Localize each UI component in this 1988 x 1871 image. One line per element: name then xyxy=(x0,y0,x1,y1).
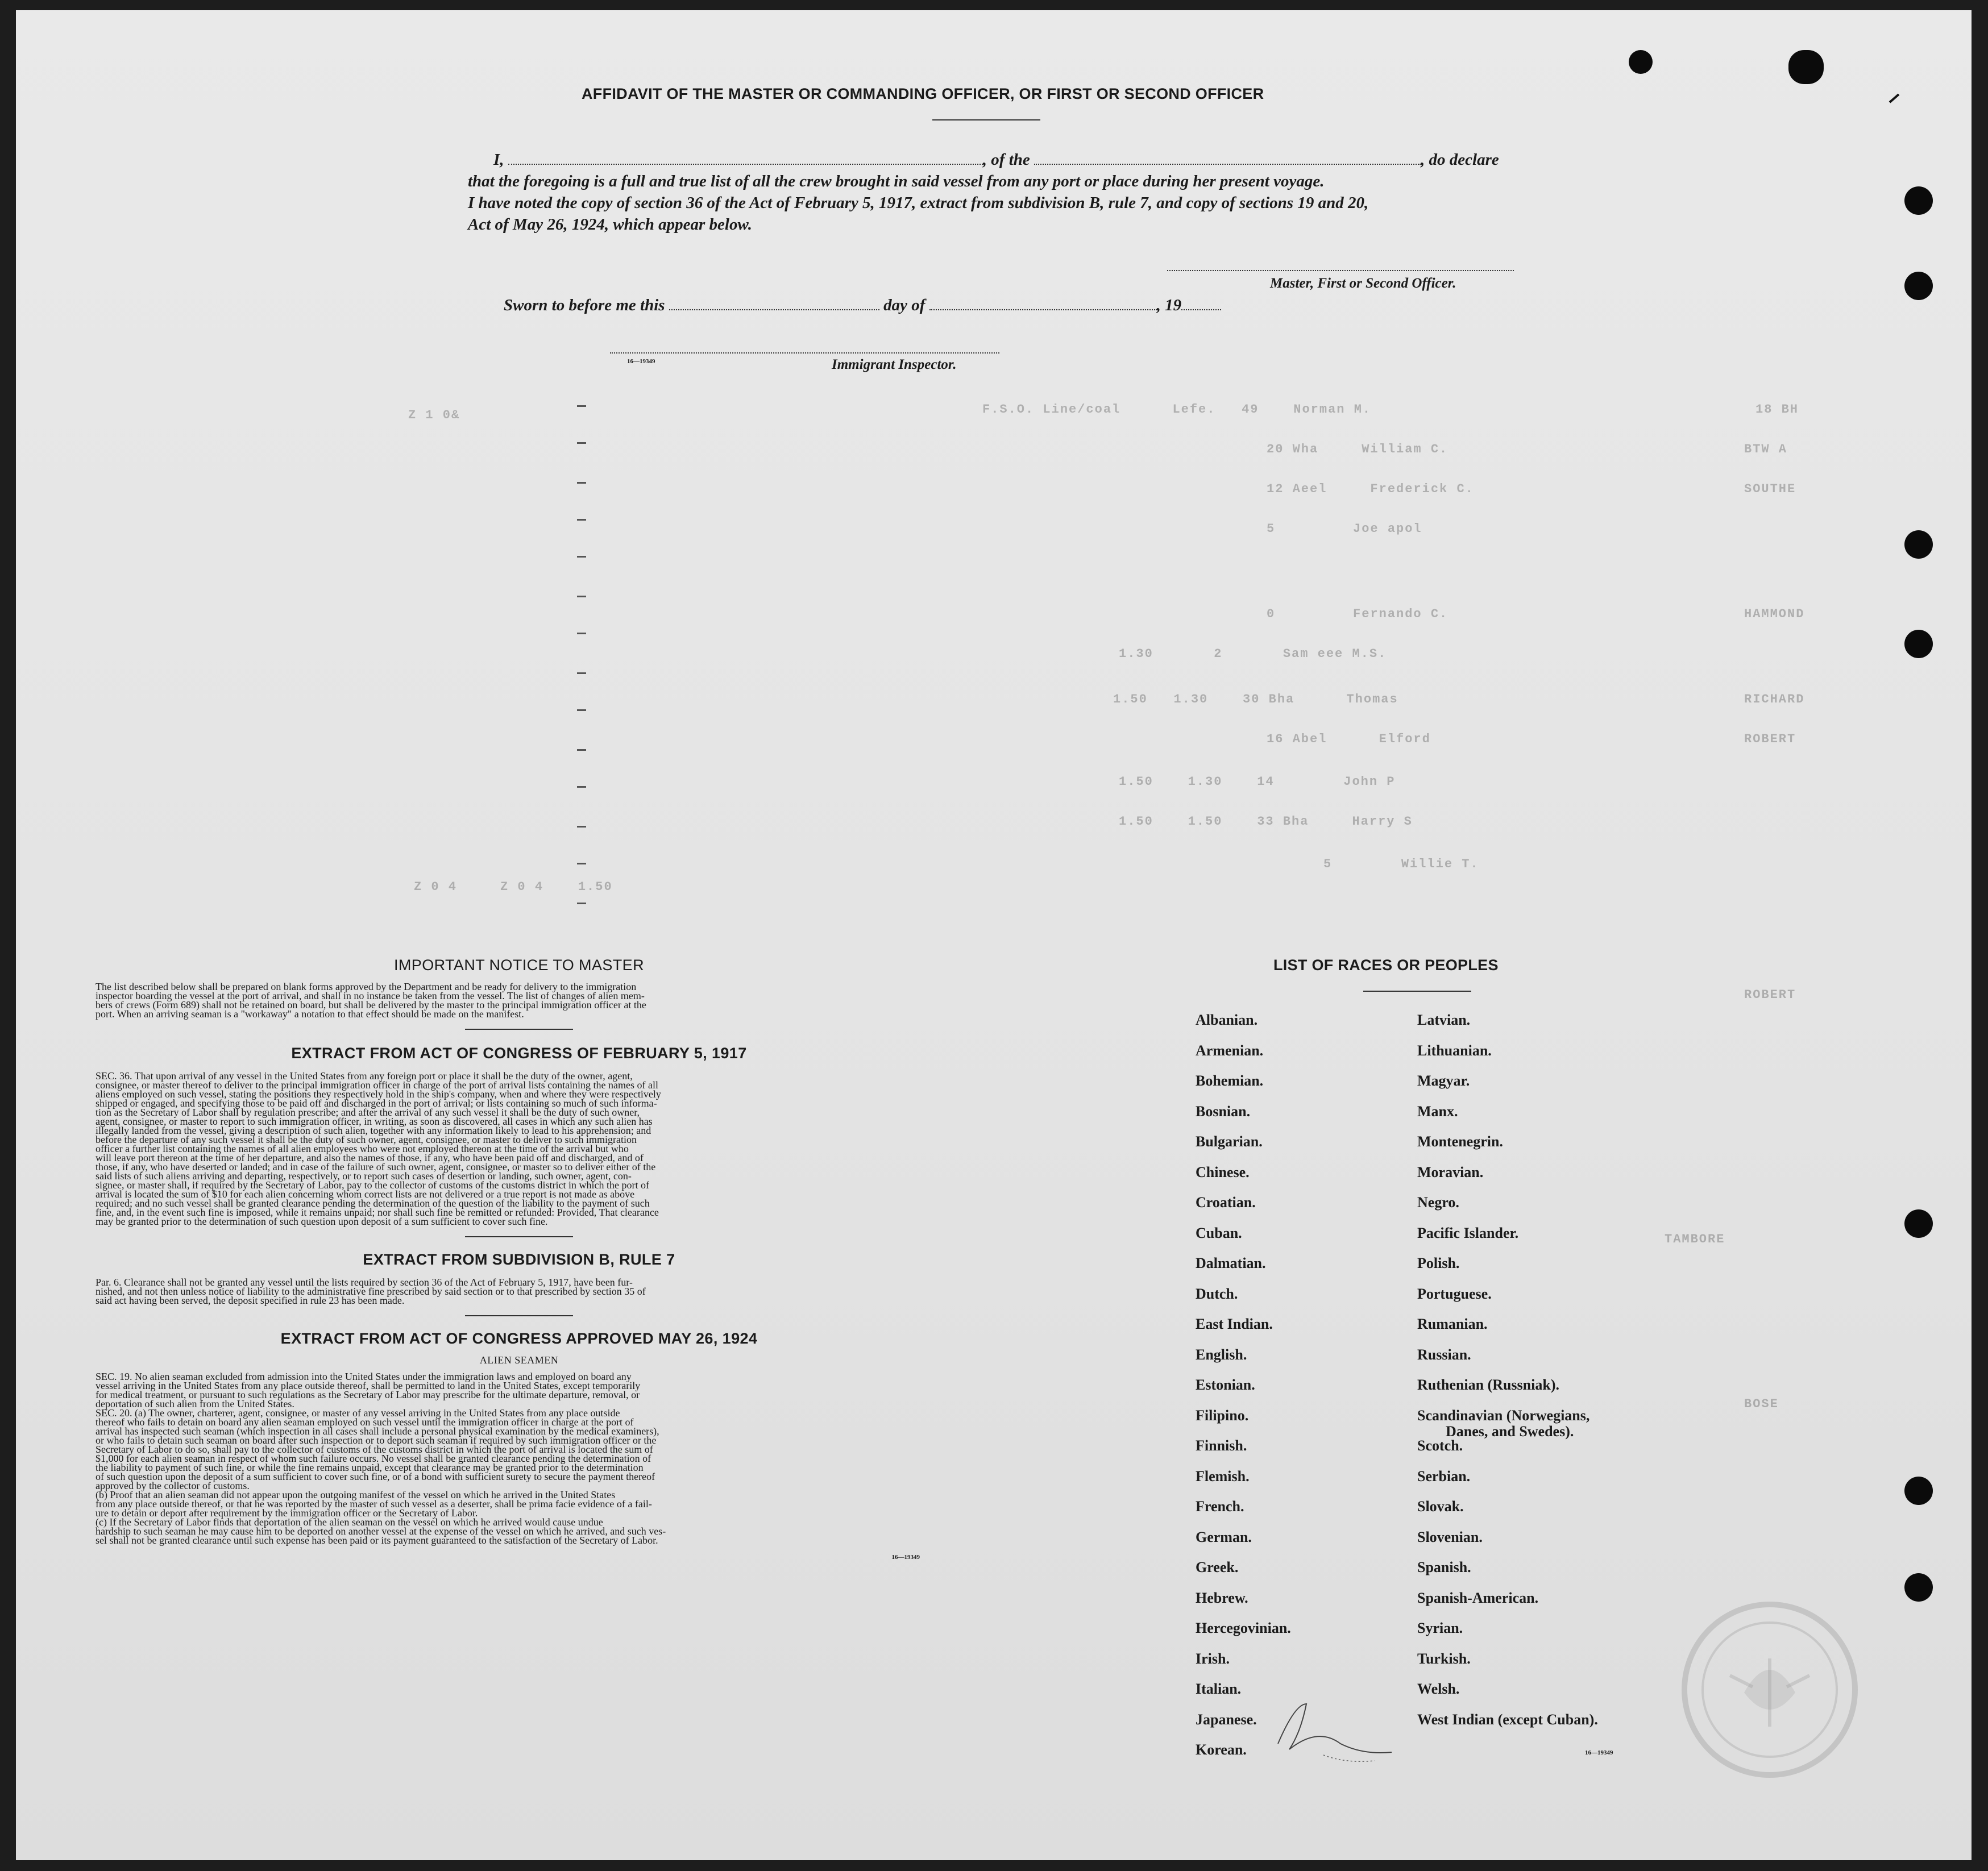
race-item: Armenian. xyxy=(1196,1042,1264,1059)
extract-1917-line: may be granted prior to the determination of such question upon deposit of a sum sufficient to cover such fine. xyxy=(96,1216,548,1227)
sworn-year-field[interactable] xyxy=(1181,307,1221,310)
race-item: Russian. xyxy=(1417,1346,1471,1363)
name-field[interactable] xyxy=(508,161,983,165)
race-item: Scotch. xyxy=(1417,1437,1463,1454)
notice-line: inspector boarding the vessel at the port of arrival, and shall in no instance be taken from the vessel. The list of changes of alien mem- xyxy=(96,990,645,1001)
race-item: Serbian. xyxy=(1417,1467,1471,1485)
punch-hole xyxy=(1904,530,1933,559)
signer-label: Master, First or Second Officer. xyxy=(1270,276,1456,291)
race-item: Slovenian. xyxy=(1417,1528,1483,1545)
embossed-seal xyxy=(1676,1596,1864,1783)
extract-1924-line: sel shall not be granted clearance until such expense has been paid or its payment guaranteed to the satisfaction of the Secretary of Labor. xyxy=(96,1535,658,1546)
divider xyxy=(465,1315,573,1316)
punch-hole xyxy=(1904,1573,1933,1602)
extract-1924-line: ure to detain or deport after requirement by the immigration officer or the Secretary of Labor. xyxy=(96,1507,478,1519)
title-rule xyxy=(932,119,1040,120)
extract-1924-line: Secretary of Labor to do so, shall pay to the collector of customs of the customs district in which the port of arrival is located the sum of xyxy=(96,1444,653,1455)
race-item: Finnish. xyxy=(1196,1437,1247,1454)
race-item: Filipino. xyxy=(1196,1407,1249,1424)
extract-1917-line: aliens employed on such vessel, stating the positions they respectively hold in the ship's company, when and where they were respectively xyxy=(96,1088,661,1100)
divider xyxy=(465,1236,573,1237)
race-item: Polish. xyxy=(1417,1255,1460,1271)
race-item: French. xyxy=(1196,1498,1244,1515)
rule-7-line: nished, and not then unless notice of liability to the administrative fine prescribed by said section or to that prescribed by section 35 of xyxy=(96,1286,646,1297)
sworn-label: Sworn to before me this xyxy=(504,296,665,314)
notice-line: The list described below shall be prepared on blank forms approved by the Department and be ready for delivery to the immigration xyxy=(96,981,637,992)
extract-1924-line: $1,000 for each alien seaman in respect of whom such failure occurs. No vessel shall be granted clearance pending the determination of xyxy=(96,1453,651,1464)
race-item: Scandinavian (Norwegians, xyxy=(1417,1407,1590,1424)
extract-1917-line: will leave port thereon at the time of her departure, and also the names of those, if any, who have been paid off and discharged, and of xyxy=(96,1152,644,1163)
declaration-line-2: that the foregoing is a full and true list of all the crew brought in said vessel from any port or place during her present voyage. xyxy=(468,172,1325,190)
race-item: Spanish. xyxy=(1417,1559,1471,1575)
rule-7-line: Par. 6. Clearance shall not be granted any vessel until the lists required by section 36 of the Act of February 5, 1917, have been fur- xyxy=(96,1277,633,1288)
inspector-label: Immigrant Inspector. xyxy=(832,357,957,372)
extract-1924-line: hardship to such seaman he may cause him to be deported on another vessel at the expense of the vessel on which he arrived, and such ves- xyxy=(96,1525,666,1537)
race-item: Dutch. xyxy=(1196,1285,1238,1302)
race-item: Spanish-American. xyxy=(1417,1589,1539,1606)
extract-1917-line: required; and no such vessel shall be granted clearance pending the determination of the question of the liability to the payment of such xyxy=(96,1198,650,1209)
extract-1924-line: SEC. 20. (a) The owner, charterer, agent, consignee, or master of any vessel arriving in the United States from any place outside xyxy=(96,1407,620,1419)
extract-1917-line: before the departure of any such vessel it shall be the duty of such owner, agent, consignee, or master to deliver to such immigration xyxy=(96,1134,637,1145)
race-item: Cuban. xyxy=(1196,1224,1242,1241)
race-item: Negro. xyxy=(1417,1194,1459,1211)
rule-7-title: EXTRACT FROM SUBDIVISION B, RULE 7 xyxy=(363,1251,675,1268)
sworn-month-field[interactable] xyxy=(929,307,1157,310)
race-item: Portuguese. xyxy=(1417,1285,1492,1302)
race-item: Danes, and Swedes). xyxy=(1446,1423,1574,1440)
race-item: Welsh. xyxy=(1417,1681,1460,1697)
declaration-line-4: Act of May 26, 1924, which appear below. xyxy=(468,215,752,234)
extract-1924-line: vessel arriving in the United States from any place outside thereof, shall be permitted to land in the United States, except temporarily xyxy=(96,1380,641,1391)
of-the-label: , of the xyxy=(982,151,1030,169)
extract-1917-line: SEC. 36. That upon arrival of any vessel in the United States from any foreign port or place it shall be the duty of the owner, agent, xyxy=(96,1070,633,1082)
race-item: Dalmatian. xyxy=(1196,1255,1266,1271)
sworn-line xyxy=(504,296,1221,315)
rule-7-body xyxy=(96,1278,943,1305)
race-item: Moravian. xyxy=(1417,1163,1484,1180)
extract-1917-line: those, if any, who have deserted or landed; and in case of the failure of such owner, agent, consignee, or master so to deliver either of the xyxy=(96,1161,656,1173)
extract-1924-line: (b) Proof that an alien seaman did not appear upon the outgoing manifest of the vessel on which he arrived in the United States xyxy=(96,1489,616,1500)
races-title: LIST OF RACES OR PEOPLES xyxy=(1273,957,1499,974)
race-item: Albanian. xyxy=(1196,1012,1258,1028)
alien-seamen-subtitle: ALIEN SEAMEN xyxy=(479,1354,559,1366)
rule-7-line: said act having been served, the deposit specified in rule 23 has been made. xyxy=(96,1295,405,1306)
notice-line: port. When an arriving seaman is a "workaway" a notation to that effect should be made on the manifest. xyxy=(96,1008,524,1020)
punch-hole xyxy=(1904,272,1933,300)
extract-1917-line: agent, consignee, or master to report to such immigration officer, in writing, as soon as discovered, all cases in which any such alien has xyxy=(96,1116,653,1127)
extract-1924-line: or who fails to detain such seaman on board after such inspection or to deport such seaman if required by such immigration officer or the xyxy=(96,1435,657,1446)
extract-1917-line: arrival is located the sum of $10 for each alien concerning whom correct lists are not delivered or a true report is not made as above xyxy=(96,1188,635,1200)
extract-1917-line: illegally landed from the vessel, giving a description of such alien, together with any information likely to lead to his apprehension; and xyxy=(96,1125,651,1136)
punch-hole xyxy=(1904,1477,1933,1505)
affidavit-title: AFFIDAVIT OF THE MASTER OR COMMANDING OFFICER, OR FIRST OR SECOND OFFICER xyxy=(582,85,1264,102)
extract-1924-title: EXTRACT FROM ACT OF CONGRESS APPROVED MAY 26, 1924 xyxy=(280,1330,758,1347)
affidavit-form-number: 16—19349 xyxy=(627,358,655,365)
punch-hole xyxy=(1904,630,1933,658)
race-item: Syrian. xyxy=(1417,1620,1463,1636)
punch-hole xyxy=(1629,50,1653,74)
extract-1924-line: for medical treatment, or pursuant to such regulations as the Secretary of Labor may prescribe for the ultimate departure, removal, or xyxy=(96,1389,640,1400)
race-item: Lithuanian. xyxy=(1417,1042,1492,1059)
race-item: Italian. xyxy=(1196,1681,1242,1697)
race-item: West Indian (except Cuban). xyxy=(1417,1711,1598,1728)
signature-scribble xyxy=(1261,1681,1409,1772)
year-label: , 19 xyxy=(1156,296,1182,314)
race-item: Bosnian. xyxy=(1196,1103,1251,1120)
notices-column xyxy=(96,957,943,1561)
extract-1917-line: consignee, or master thereof to deliver to the principal immigration officer in charge of the port of arrival lists containing the names of all xyxy=(96,1079,659,1091)
race-item: English. xyxy=(1196,1346,1247,1363)
race-item: Manx. xyxy=(1417,1103,1458,1120)
extract-1917-line: signee, or master shall, if required by the Secretary of Labor, pay to the collector of customs of the customs district in which the port of xyxy=(96,1179,650,1191)
punch-hole xyxy=(1904,186,1933,215)
extract-1917-title: EXTRACT FROM ACT OF CONGRESS OF FEBRUARY 5, 1917 xyxy=(291,1045,747,1062)
race-item: Montenegrin. xyxy=(1417,1133,1503,1150)
extract-1924-line: of such question upon the deposit of a sum sufficient to cover such fine, or of a bond with sufficient surety to secure the payment thereof xyxy=(96,1471,655,1482)
extract-1924-line: approved by the collector of customs. xyxy=(96,1480,250,1491)
affidavit-declaration xyxy=(493,151,1545,169)
extract-1924-line: from any place outside thereof, or that he was reported by the master of such vessel as a deserter, shall be prima facie evidence of a fail- xyxy=(96,1498,652,1510)
race-item: Croatian. xyxy=(1196,1194,1256,1211)
extract-1924-line: thereof who fails to detain on board any alien seaman employed on such vessel until the immigration officer in charge at the port of xyxy=(96,1416,634,1428)
extract-1917-line: shipped or engaged, and specifying those to be paid off and discharged in the port of arrival; or lists containing so much of such informa- xyxy=(96,1097,657,1109)
pen-mark xyxy=(1886,90,1903,107)
signature-field[interactable] xyxy=(1167,270,1514,271)
divider xyxy=(465,1029,573,1030)
extract-1924-line: SEC. 19. No alien seaman excluded from admission into the United States under the immigration laws and employed on board any xyxy=(96,1371,632,1382)
races-title-rule xyxy=(1363,991,1471,992)
inspector-signature-field[interactable] xyxy=(610,352,999,354)
race-item: Greek. xyxy=(1196,1559,1239,1575)
do-declare-label: , do declare xyxy=(1421,151,1499,169)
extract-form-number: 16—19349 xyxy=(891,1554,920,1561)
race-item: Magyar. xyxy=(1417,1072,1470,1089)
race-item: Hercegovinian. xyxy=(1196,1620,1291,1636)
race-item: Bohemian. xyxy=(1196,1072,1264,1089)
race-item: Turkish. xyxy=(1417,1650,1471,1667)
race-item: Flemish. xyxy=(1196,1467,1250,1485)
notice-line: bers of crews (Form 689) shall not be retained on board, but shall be delivered by the master to the principal immigration officer at the xyxy=(96,999,646,1011)
extract-1924-line: deportation of such alien from the United States. xyxy=(96,1398,294,1410)
race-item: Irish. xyxy=(1196,1650,1230,1667)
extract-1924-line: arrival has inspected such seaman (which inspection in all cases shall include a personal physical examination by the medical examiners), xyxy=(96,1425,659,1437)
day-of-label: day of xyxy=(883,296,925,314)
extract-1917-line: officer a further list containing the names of all alien employees who were not employed thereon at the time of the arrival but who xyxy=(96,1143,629,1154)
race-item: Korean. xyxy=(1196,1741,1247,1758)
extract-1917-line: fine, and, in the event such fine is imposed, while it remains unpaid; nor shall such fine be remitted or refunded: Provided, That clearance xyxy=(96,1207,659,1218)
punch-hole xyxy=(1788,50,1824,84)
notice-body xyxy=(96,982,943,1018)
race-item: Estonian. xyxy=(1196,1377,1255,1393)
document-page: Z 1 0& F.S.O. Line/coal Lefe. 49 Norman M. 20 Wha William C. 12 Aeel Frederick C. 5 Joe apol 0 Fernando C. 1.30 2 Sam eee M.S. 1.50 1.30 30 Bha Thomas 16 Abel Elford 1.50 1.30 14 John P 1.50 1.50 33 Bha Harry S 5 Willie T. Z 0 4 Z 0 4 1.50 18 BH BTW A SOUTHE HAMMOND RICHARD ROBERT ROBERT TAMBORE BOSE AFFIDAVIT OF THE MASTER OR COMMANDING OFFICER, OR FIRST OR SECOND OFFICER I, , of the , do declare that the foregoing is a full and true list of all the crew brought in said vessel from any port or place during her present voyage. I have noted the copy of section 36 of the Act of February 5, 1917, extract from subdivision B, rule 7, and copy of sections 19 and 20, Act of May 26, 1924, which appear below. Master, First or Second Officer. Sworn to before me this day of , 19 16—19349 Immigrant Inspector. IMPORTANT NOTICE TO MASTER The list described below shall be prepared on blank forms approved by the Department and be ready for delivery to the immigration inspector boarding the vessel at the port of arrival, and shall in no instance be taken from the vessel. The list of changes of alien mem- bers of crews (Form 689) shall not be retained on board, but shall be delivered by the master to the principal immigration officer at the port. When an arriving seaman is a "workaway" a notation to that effect should be made on the manifest. EXTRACT FROM ACT OF CONGRESS OF FEBRUARY 5, 1917 SEC. 36. That upon arrival of any vessel in the United States from any foreign port or place it shall be the duty of the owner, agent, consignee, or master thereof to deliver to the principal immigration officer in charge of the port of arrival lists containing the names of all aliens employed on such vessel, stating the positions they respectively hold in the ship's company, when and where they were respectively shipped or engaged, and specifying those to be paid off and discharged in the port of arrival; or lists containing so much of such informa- tion as the Secretary of Labor shall by regulation prescribe; and after the arrival of any such vessel it shall be the duty of such owner, agent, consignee, or master to report to such immigration officer, in writing, as soon as discovered, all cases in which any such alien has illegally landed from the vessel, giving a description of such alien, together with any information likely to lead to his apprehension; and before the departure of any such vessel it shall be the duty of such owner, agent, consignee, or master to deliver to such immigration officer a further list containing the names of all alien employees who were not employed thereon at the time of the arrival but who will leave port thereon at the time of her departure, and also the names of those, if any, who have been paid off and discharged, and of those, if any, who have deserted or landed; and in case of the failure of such owner, agent, consignee, or master so to deliver either of the said lists of such aliens arriving and departing, respectively, or to report such cases of desertion or landing, such owner, agent, con- signee, or master shall, if required by the Secretary of Labor, pay to the collector of customs of the customs district in which the port of arrival is located the sum of $10 for each alien concerning whom correct lists are not delivered or a true report is not made as above required; and no such vessel shall be granted clearance pending the determination of the question of the liability to the payment of such fine, and, in the event such fine is imposed, while it remains unpaid; nor shall such fine be remitted or refunded: Provided, That clearance may be granted prior to the determination of such question upon deposit of a sum sufficient to cover such fine. EXTRACT FROM SUBDIVISION B, RULE 7 Par. 6. Clearance shall not be granted any vessel until the lists required by section 36 of the Act of February 5, 1917, have been fur- nished, and not then unless notice of liability to the administrative fine prescribed by said section or to that prescribed by section 35 of said act having been served, the deposit specified in rule 23 has been made. EXTRACT FROM ACT OF CONGRESS APPROVED MAY 26, 1924 ALIEN SEAMEN SEC. 19. No alien seaman excluded from admission into the United States under the immigration laws and employed on board any vessel arriving in the United States from any place outside thereof, shall be permitted to land in the United States, except temporarily for medical treatment, or pursuant to such regulations as the Secretary of Labor may prescribe for the ultimate departure, removal, or deportation of such alien from the United States. SEC. 20. (a) The owner, charterer, agent, consignee, or master of any vessel arriving in the United States from any place outside thereof who fails to detain on board any alien seaman employed on such vessel until the immigration officer in charge at the port of arrival has inspected such seaman (which inspection in all cases shall include a personal physical examination by the medical examiners), or who fails to detain such seaman on board after such inspection or to deport such seaman if required by such immigration officer or the Secretary of Labor to do so, shall pay to the collector of customs of the customs district in which the port of arrival is located the sum of $1,000 for each alien seaman in respect of whom such failure occurs. No vessel shall be granted clearance pending the determination of the liability to payment of such fine, or while the fine remains unpaid, except that clearance may be granted prior to the determination of such question upon the deposit of a sum sufficient to cover such fine, or of a bond with sufficient surety to secure the payment thereof approved by the collector of customs. (b) Proof that an alien seaman did not appear upon the outgoing manifest of the vessel on which he arrived in the United States from any place outside thereof, or that he was reported by the master of such vessel as a deserter, shall be prima facie evidence of a fail- ure to detain or deport after requirement by the immigration officer or the Secretary of Labor. (c) If the Secretary of Labor finds that deportation of the alien seaman on the vessel on which he arrived would cause undue hardship to such seaman he may cause him to be deported on another vessel at the expense of the vessel on which he arrived, and such ves- sel shall not be granted clearance until such expense has been paid or its payment guaranteed to the satisfaction of the Secretary of Labor. 16—19349 LIST OF RACES OR PEOPLES Albanian. Armenian. Bohemian. Bosnian. Bulgarian. Chinese. Croatian. Cuban. Dalmatian. Dutch. East Indian. English. Estonian. Filipino. Finnish. Flemish. French. German. Greek. Hebrew. Hercegovinian. Irish. Italian. Japanese. Korean. Latvian. Lithuanian. Magyar. Manx. Montenegrin. Moravian. Negro. Pacific Islander. Polish. Portuguese. Rumanian. Russian. Ruthenian (Russniak). Scandinavian (Norwegians, Danes, and Swedes). Scotch. Serbian. Slovak. Slovenian. Spanish. Spanish-American. Syrian. Turkish. Welsh. West Indian (except Cuban). 16—19349 xyxy=(16,10,1972,1860)
race-item: Pacific Islander. xyxy=(1417,1224,1519,1241)
punch-hole xyxy=(1904,1209,1933,1238)
race-item: Rumanian. xyxy=(1417,1316,1488,1332)
extract-1924-line: the liability to payment of such fine, or while the fine remains unpaid, except that clearance may be granted prior to the determination xyxy=(96,1462,644,1473)
race-item: Latvian. xyxy=(1417,1012,1471,1028)
extract-1917-body xyxy=(96,1071,943,1226)
race-item: Slovak. xyxy=(1417,1498,1464,1515)
race-item: Japanese. xyxy=(1196,1711,1257,1728)
i-label: I, xyxy=(493,151,504,169)
declaration-line-1 xyxy=(493,151,1545,169)
race-item: Hebrew. xyxy=(1196,1589,1248,1606)
declaration-line-3: I have noted the copy of section 36 of the Act of February 5, 1917, extract from subdivision B, rule 7, and copy of sections 19 and 20, xyxy=(468,194,1369,212)
extract-1917-line: said lists of such aliens arriving and departing, respectively, or to report such cases of desertion or landing, such owner, agent, con- xyxy=(96,1170,632,1182)
race-item: Chinese. xyxy=(1196,1163,1250,1180)
extract-1924-line: (c) If the Secretary of Labor finds that deportation of the alien seaman on the vessel on which he arrived would cause undue xyxy=(96,1516,603,1528)
races-form-number: 16—19349 xyxy=(1585,1749,1613,1756)
vessel-field[interactable] xyxy=(1034,161,1421,165)
race-item: Bulgarian. xyxy=(1196,1133,1263,1150)
extract-1917-line: tion as the Secretary of Labor shall by regulation prescribe; and after the arrival of any such vessel it shall be the duty of such owner, xyxy=(96,1107,640,1118)
notice-title: IMPORTANT NOTICE TO MASTER xyxy=(394,957,644,974)
race-item: German. xyxy=(1196,1528,1252,1545)
race-item: East Indian. xyxy=(1196,1316,1273,1332)
sworn-day-field[interactable] xyxy=(669,307,879,310)
race-item: Ruthenian (Russniak). xyxy=(1417,1377,1559,1393)
extract-1924-body xyxy=(96,1372,943,1545)
